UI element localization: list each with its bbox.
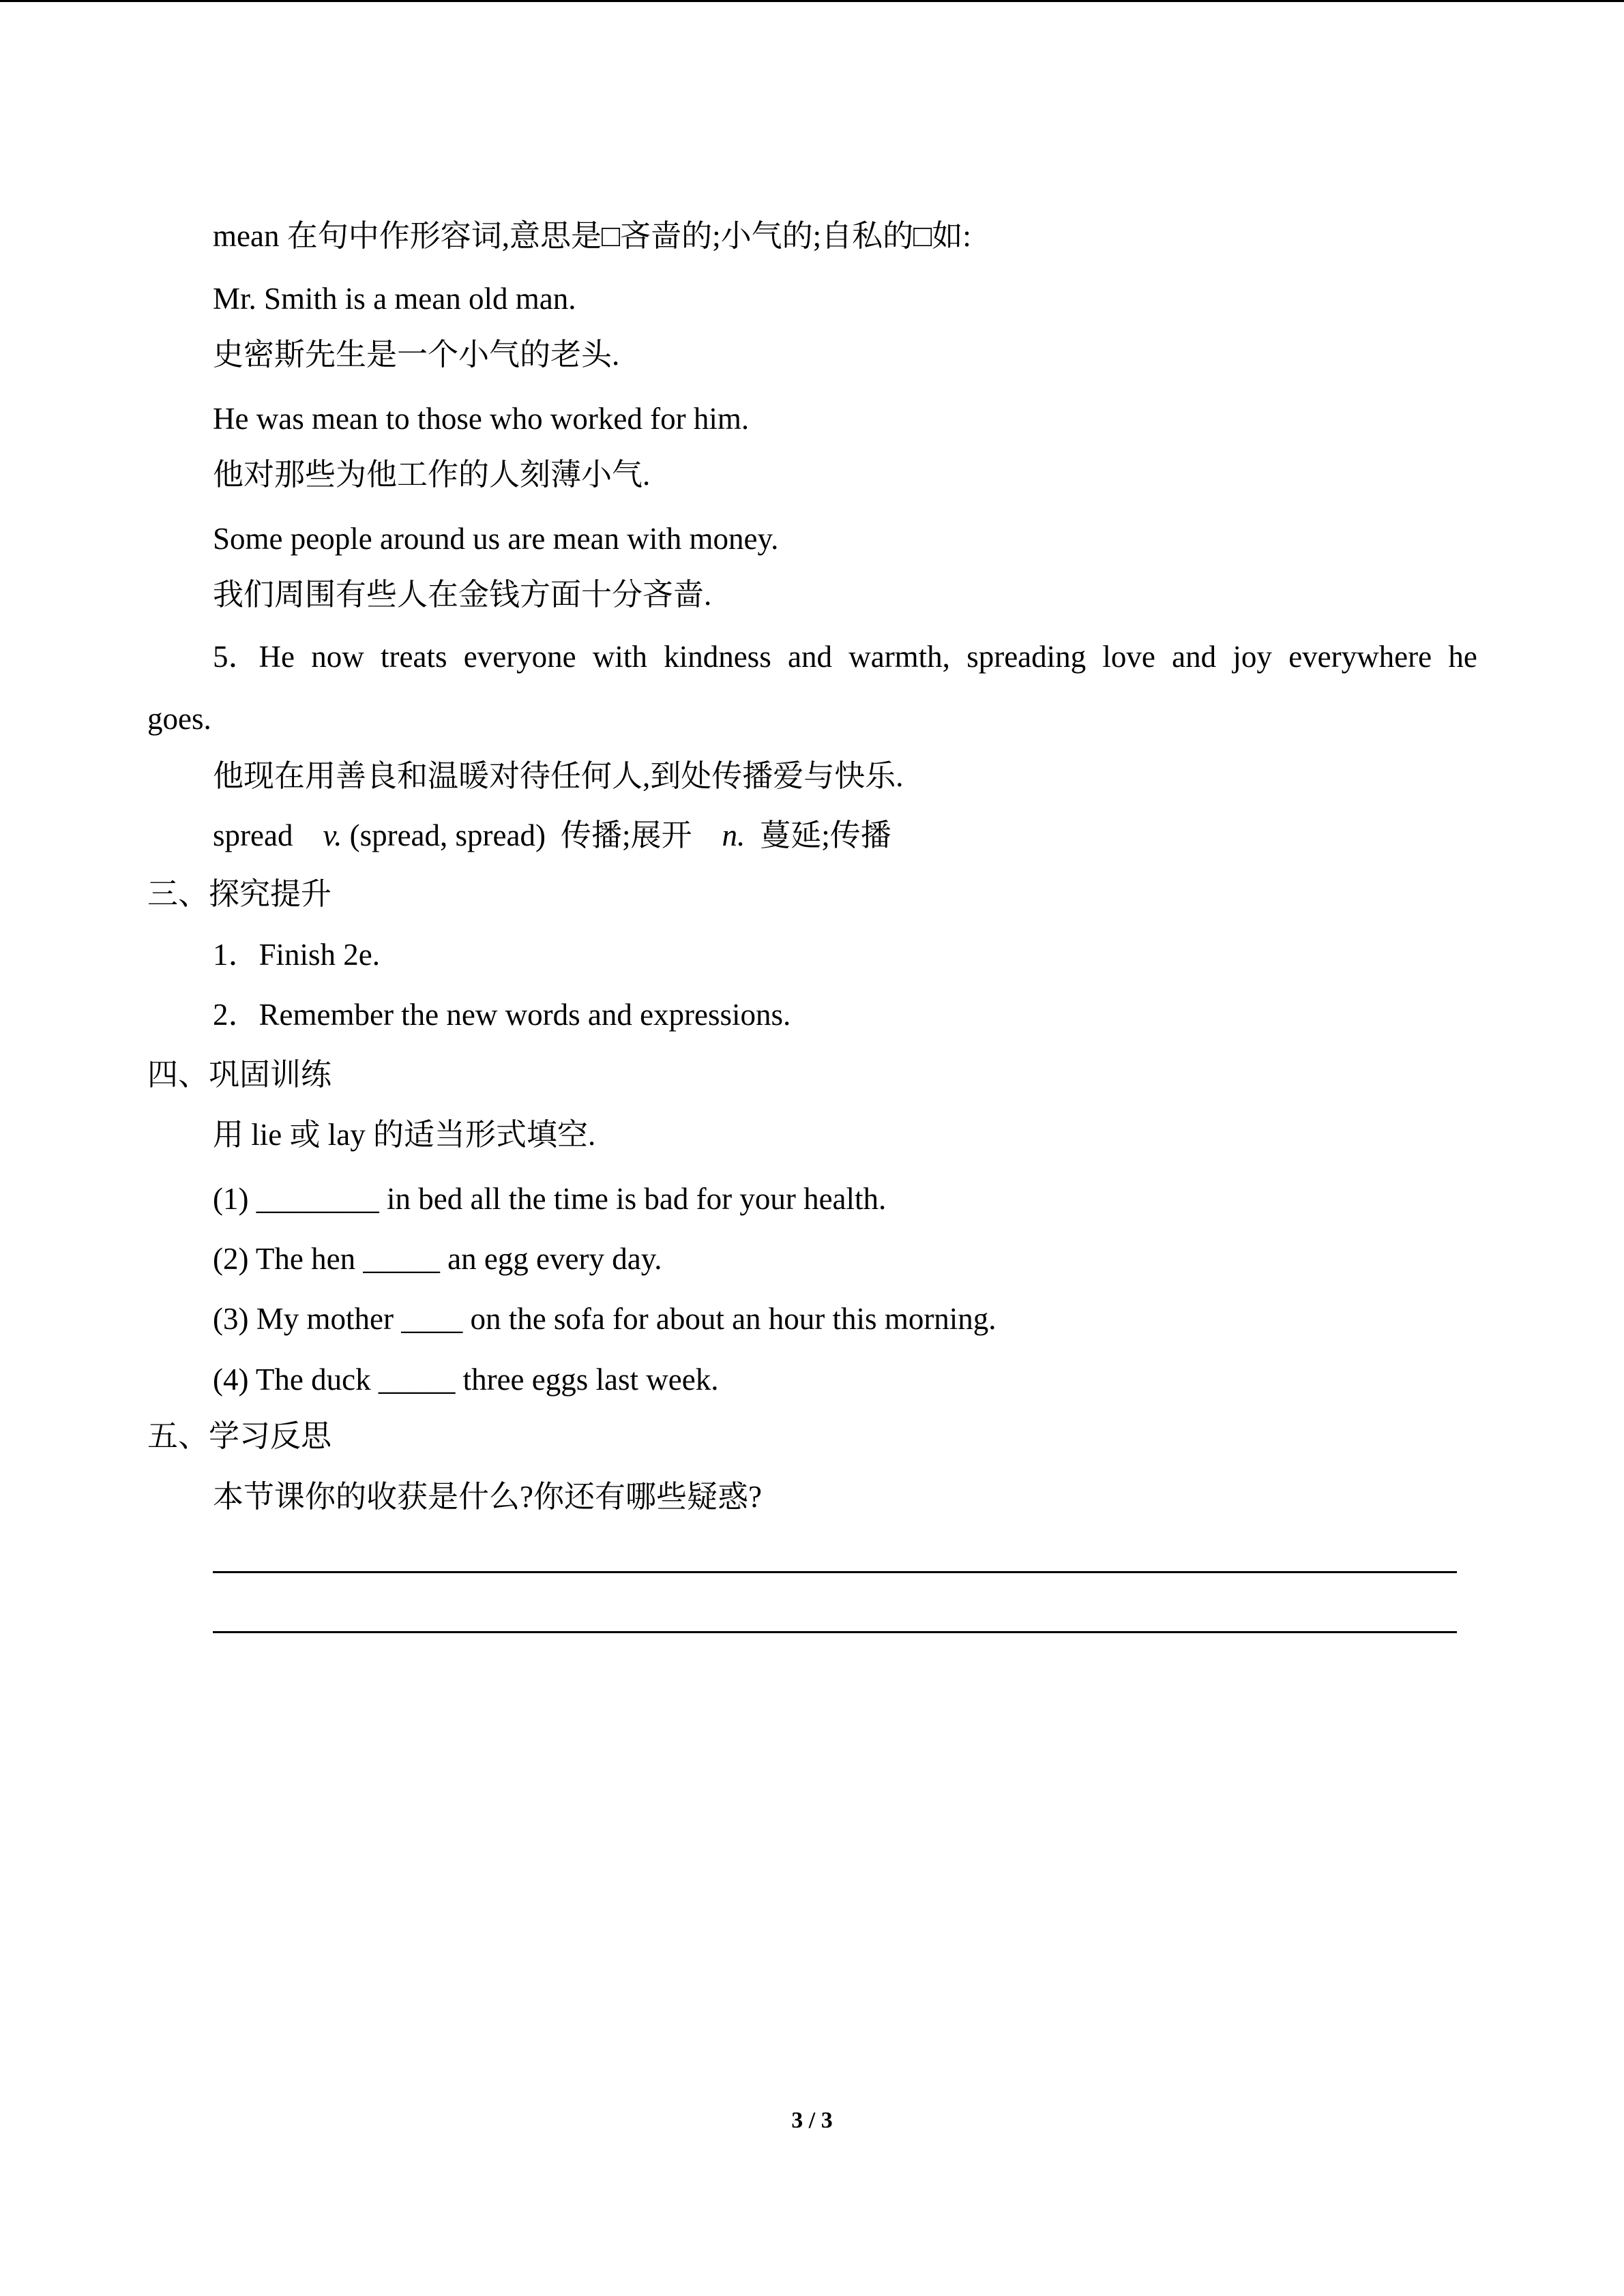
section-4-instruction: 用 lie 或 lay 的适当形式填空. (213, 1118, 596, 1152)
sentence-5-word: joy (1232, 640, 1272, 674)
vocab-meaning-noun: 蔓延;传播 (760, 818, 891, 852)
sentence-5-line-1 (213, 636, 1477, 677)
page-top-border (0, 0, 1624, 2)
sentence-5-word: everyone (463, 640, 576, 674)
section-5-heading: 五、学习反思 (147, 1419, 332, 1453)
sentence-5-word: and (1172, 640, 1217, 674)
sentence-5-word: everywhere (1288, 640, 1432, 674)
vocab-meaning-verb: 传播;展开 (560, 818, 692, 852)
example-sentence-zh-3: 我们周围有些人在金钱方面十分吝啬. (213, 578, 712, 612)
exercise-item-4: (4) The duck _____ three eggs last week. (213, 1362, 719, 1397)
exercise-item-2: (2) The hen _____ an egg every day. (213, 1242, 662, 1276)
vocab-pos-verb: v. (323, 818, 342, 852)
sentence-5-word: warmth, (848, 640, 950, 674)
reflection-prompt: 本节课你的收获是什么?你还有哪些疑惑? (213, 1480, 762, 1514)
example-sentence-zh-2: 他对那些为他工作的人刻薄小气. (213, 458, 651, 492)
example-sentence-en-1: Mr. Smith is a mean old man. (213, 282, 576, 316)
sentence-5-word: and (787, 640, 832, 674)
example-sentence-en-2: He was mean to those who worked for him. (213, 402, 750, 436)
section-3-item-2: 2．Remember the new words and expressions. (213, 998, 791, 1032)
vocab-forms: (spread, spread) (342, 818, 546, 852)
sentence-5-word: love (1102, 640, 1155, 674)
example-sentence-en-3: Some people around us are mean with money. (213, 522, 779, 556)
page-number: 3 / 3 (791, 2108, 833, 2133)
sentence-5-word: treats (381, 640, 447, 674)
sentence-5-word: 5．He (213, 640, 295, 674)
vocab-pos-noun: n. (722, 818, 745, 852)
sentence-5-word: he (1448, 640, 1477, 674)
answer-line-2[interactable] (213, 1631, 1457, 1633)
section-3-heading: 三、探究提升 (147, 877, 332, 911)
sentence-5-line-2: goes. (147, 702, 211, 736)
sentence-5-word: kindness (664, 640, 771, 674)
sentence-5-word: now (311, 640, 364, 674)
sentence-5-word: with (592, 640, 647, 674)
vocab-word: spread (213, 818, 293, 852)
exercise-item-1: (1) ________ in bed all the time is bad for your health. (213, 1182, 887, 1216)
sentence-5-word: spreading (966, 640, 1087, 674)
vocab-entry-spread (213, 815, 891, 856)
section-4-heading: 四、巩固训练 (147, 1058, 332, 1092)
mean-explanation-intro: mean 在句中作形容词,意思是□吝啬的;小气的;自私的□如: (213, 219, 971, 253)
example-sentence-zh-1: 史密斯先生是一个小气的老头. (213, 338, 620, 372)
sentence-5-translation: 他现在用善良和温暖对待任何人,到处传播爱与快乐. (213, 759, 904, 793)
answer-line-1[interactable] (213, 1571, 1457, 1573)
section-3-item-1: 1．Finish 2e. (213, 938, 381, 972)
exercise-item-3: (3) My mother ____ on the sofa for about an hour this morning. (213, 1302, 996, 1336)
